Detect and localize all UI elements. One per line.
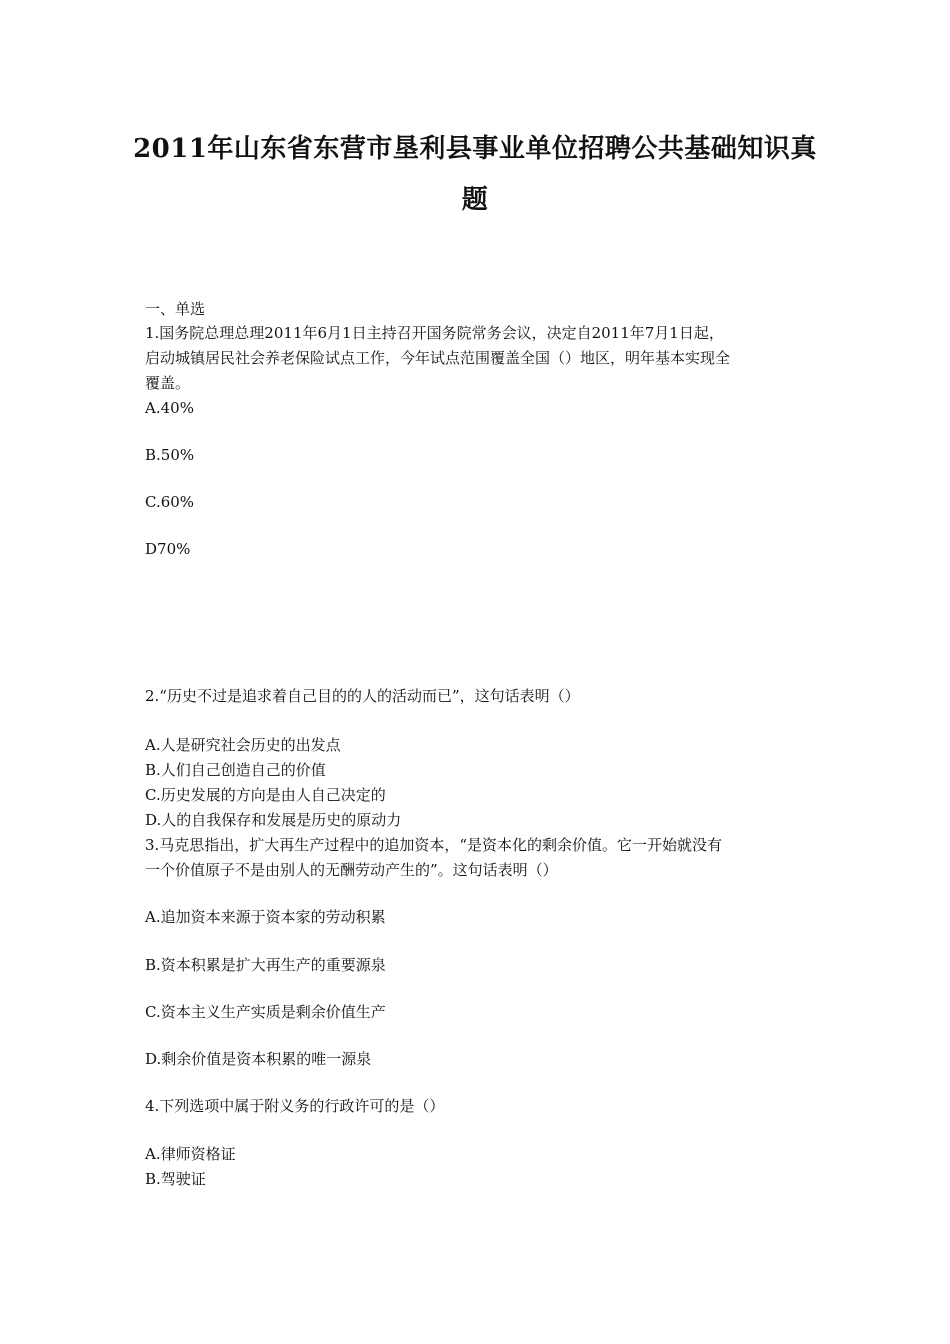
question-4-option-a: A.律师资格证 xyxy=(145,1145,236,1163)
question-2-option-a: A.人是研究社会历史的出发点 xyxy=(145,736,341,754)
question-2-line-1: 2.“历史不过是追求着自己目的的人的活动而已”，这句话表明（） xyxy=(145,687,580,705)
question-1-option-b: B.50% xyxy=(145,446,195,464)
question-1-option-d: D70% xyxy=(145,540,191,558)
section-heading: 一、单选 xyxy=(145,300,206,318)
question-1-line-1: 1.国务院总理总理2011年6月1日主持召开国务院常务会议，决定自2011年7月1日起， xyxy=(145,324,724,342)
document-title-line-1: 2011年山东省东营市垦利县事业单位招聘公共基础知识真 xyxy=(133,134,817,164)
question-4-option-b: B.驾驶证 xyxy=(145,1170,206,1188)
question-1-option-a: A.40% xyxy=(145,399,194,417)
question-3-option-a: A.追加资本来源于资本家的劳动积累 xyxy=(145,908,386,926)
question-2-option-d: D.人的自我保存和发展是历史的原动力 xyxy=(145,811,402,829)
question-1-option-c: C.60% xyxy=(145,493,195,511)
document-title-line-2: 题 xyxy=(461,185,489,215)
question-3-line-2: 一个价值原子不是由别人的无酬劳动产生的”。这句话表明（） xyxy=(145,861,558,879)
question-2-option-c: C.历史发展的方向是由人自己决定的 xyxy=(145,786,386,804)
question-4-line-1: 4.下列选项中属于附义务的行政许可的是（） xyxy=(145,1097,445,1115)
question-3-line-1: 3.马克思指出，扩大再生产过程中的追加资本，“是资本化的剩余价值。它一开始就没有 xyxy=(145,836,722,854)
question-3-option-d: D.剩余价值是资本积累的唯一源泉 xyxy=(145,1050,372,1068)
question-3-option-c: C.资本主义生产实质是剩余价值生产 xyxy=(145,1003,386,1021)
question-3-option-b: B.资本积累是扩大再生产的重要源泉 xyxy=(145,956,386,974)
question-1-line-2: 启动城镇居民社会养老保险试点工作，今年试点范围覆盖全国（）地区，明年基本实现全 xyxy=(145,349,731,367)
question-1-line-3: 覆盖。 xyxy=(145,374,191,392)
question-2-option-b: B.人们自己创造自己的价值 xyxy=(145,761,326,779)
